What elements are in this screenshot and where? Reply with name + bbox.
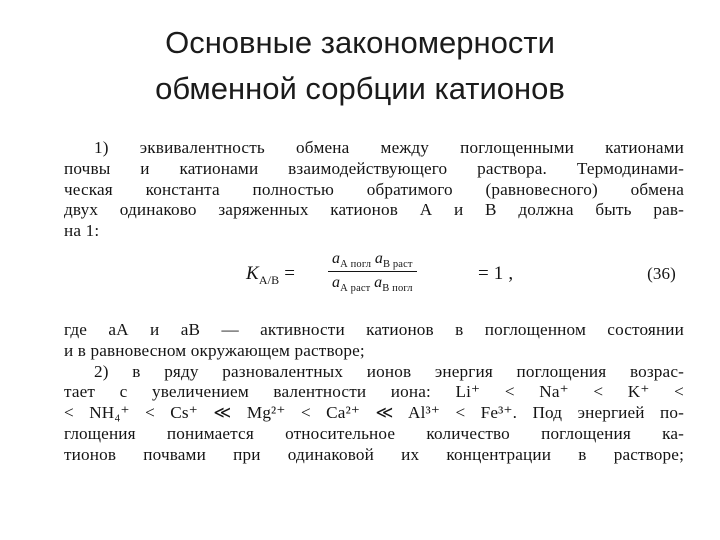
p3-line-4: глощения понимается относительное количество поглощения ка- <box>64 423 684 443</box>
slide-title <box>0 20 720 112</box>
p1-line-4: двух одинаково заряженных катионов А и В должна быть рав- <box>64 200 684 220</box>
formula-36 <box>64 248 684 310</box>
p1-line-5: на 1: <box>64 221 100 241</box>
formula-numerator: $a_{А погл}$ $a_{В раст}$ <box>328 248 417 272</box>
p3-line-3: < NH₄⁺ < Cs⁺ ≪ Mg²⁺ < Ca²⁺ ≪ Al³⁺ < Fe³⁺. Под энергией по- <box>64 403 684 423</box>
title-line-2: обменной сорбции катионов <box>155 71 565 106</box>
p1-line-2: почвы и катионами взаимодействующего раствора. Термодинами- <box>64 158 684 178</box>
p3-line-2: тает с увеличением валентности иона: Li⁺ < Na⁺ < K⁺ < <box>64 382 684 402</box>
formula-rhs: = 1 , <box>478 262 514 284</box>
equation-number: (36) <box>647 263 676 283</box>
p1-line-3: ческая константа полностью обратимого (равновесного) обмена <box>64 179 684 199</box>
p3-line-1: 2) в ряду разновалентных ионов энергия поглощения возрас- <box>94 361 684 381</box>
p3-line-5: тионов почвами при одинаковой их концентрации в растворе; <box>64 444 684 464</box>
formula-lhs: $K_{А/В}$ = <box>246 262 296 287</box>
formula-denominator: $a_{А раст}$ $a_{В погл}$ <box>332 273 413 294</box>
p2-line-1: где aА и aВ — активности катионов в поглощенном состоянии <box>64 319 684 339</box>
p1-line-1: 1) эквивалентность обмена между поглощенными катионами <box>94 138 684 157</box>
p2-line-2: и в равновесном окружающем растворе; <box>64 340 365 360</box>
formula-fraction <box>328 248 417 295</box>
scanned-text-block <box>64 138 684 466</box>
title-line-1: Основные закономерности <box>165 25 555 60</box>
